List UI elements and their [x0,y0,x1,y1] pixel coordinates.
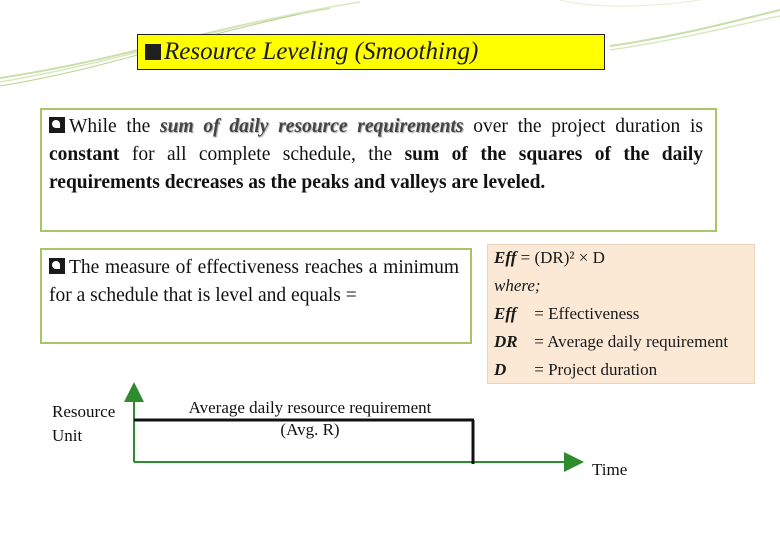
def-desc: = Average daily requirement [534,332,729,351]
bullet1-bold-conclusion: sum of the squares of the daily requirements decreases as the peaks and valleys are leveled. [49,144,703,193]
bullet2-content: The measure of effectiveness reaches a minimum for a schedule that is level and equals = [49,257,459,306]
y-label-line2: Unit [52,426,83,445]
bullet1-emphasis: sum of daily resource requirements [160,116,464,137]
formula-where: where; [494,276,541,295]
bullet1-part1: While the [69,116,161,137]
def-var: D [494,360,507,379]
bullet1-part3: over the project duration is [463,116,704,137]
average-label-line1: Average daily resource requirement [188,398,432,417]
page-title: Resource Leveling (Smoothing) [164,38,479,65]
average-label [160,397,460,441]
def-var: Eff [494,304,517,323]
def-desc: = Effectiveness [534,304,640,323]
def-desc: = Project duration [534,360,658,379]
bullet1-constant: constant [49,144,120,165]
y-label-line1: Resource [52,402,116,421]
x-axis-label: Time [592,460,628,479]
formula-var-eff: Eff [494,248,517,267]
formula-expression: = (DR)² × D [520,248,605,267]
bullet1-part5: for all complete schedule, the [119,144,405,165]
y-axis-label [52,400,115,448]
average-label-line2: (Avg. R) [280,420,340,439]
def-var: DR [494,332,518,351]
